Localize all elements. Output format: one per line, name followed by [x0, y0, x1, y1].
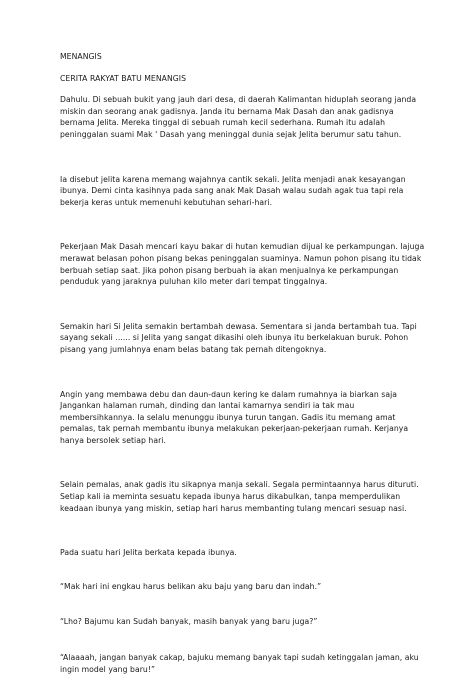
paragraph-jelita: Ia disebut jelita karena memang wajahnya cantik sekali. Jelita menjadi anak kesayangan ibunya. Demi cinta kasihnya pada sang anak Mak Dasah walau sudah agak tua tapi rela bekerja keras untuk memenuhi kebutuhan sehari-hari. — [60, 174, 406, 207]
dialogue-line-2: “Lho? Bajumu kan Sudah banyak, masih banyak yang baru juga?” — [60, 617, 318, 627]
paragraph-lazy: Angin yang membawa debu dan daun-daun kering ke dalam rumahnya ia biarkan saja Jangankan halaman rumah, dinding dan lantai kamarnya sendiri ia tak mau membersihkannya. Ia selalu menunggu ibunya turun tangan. Gadis itu memang amat pemalas, tak pernah membantu ibunya melakukan pekerjaan-pekerjaan rumah. Kerjanya hanya bersolek setiap hari. — [60, 389, 409, 445]
paragraph-work: Pekerjaan Mak Dasah mencari kayu bakar di hutan kemudian dijual ke perkampungan. Iajuga merawat belasan pohon pisang bekas peninggalan suaminya. Namun pohon pisang itu tidak berbuah setiap saat. Jika pohon pisang berbuah ia akan menjualnya ke perkampungan penduduk yang jaraknya puluhan kilo meter dari tempat tinggalnya. — [60, 242, 425, 287]
story-title: CERITA RAKYAT BATU MENANGIS — [60, 73, 186, 83]
document-heading: MENANGIS — [60, 52, 102, 61]
paragraph-spoiled: Selain pemalas, anak gadis itu sikapnya manja sekali. Segala permintaannya harus dituruti. Setiap kali ia meminta sesuatu kepada ibunya harus dikabulkan, tanpa memperdulikan keadaan ibunya yang miskin, setiap hari harus membanting tulang mencari sesuap nasi. — [60, 480, 419, 513]
paragraph-one-day: Pada suatu hari Jelita berkata kepada ibunya. — [60, 548, 237, 558]
dialogue-line-3: “Alaaaah, jangan banyak cakap, bajuku memang banyak tapi sudah ketinggalan jaman, aku ingin model yang baru!” — [60, 653, 419, 674]
dialogue-line-1: “Mak hari ini engkau harus belikan aku baju yang baru dan indah.” — [60, 581, 322, 591]
paragraph-growing-up: Semakin hari Si Jelita semakin bertambah dewasa. Sementara si janda bertambah tua. Tapi sayang sekali ...... si Jelita yang sangat dikasihi oleh ibunya itu berkelakuan buruk. Pohon pisang yang jumlahnya enam belas batang tak pernah ditengoknya. — [60, 321, 417, 354]
paragraph-intro: Dahulu. Di sebuah bukit yang jauh dari desa, di daerah Kalimantan hiduplah seorang janda miskin dan seorang anak gadisnya. Janda itu bernama Mak Dasah dan anak gadisnya bernama Jelita. Mereka tinggal di sebuah rumah kecil sederhana. Rumah itu adalah peninggalan suami Mak ' Dasah yang meninggal dunia sejak Jelita berumur satu tahun. — [60, 95, 417, 139]
